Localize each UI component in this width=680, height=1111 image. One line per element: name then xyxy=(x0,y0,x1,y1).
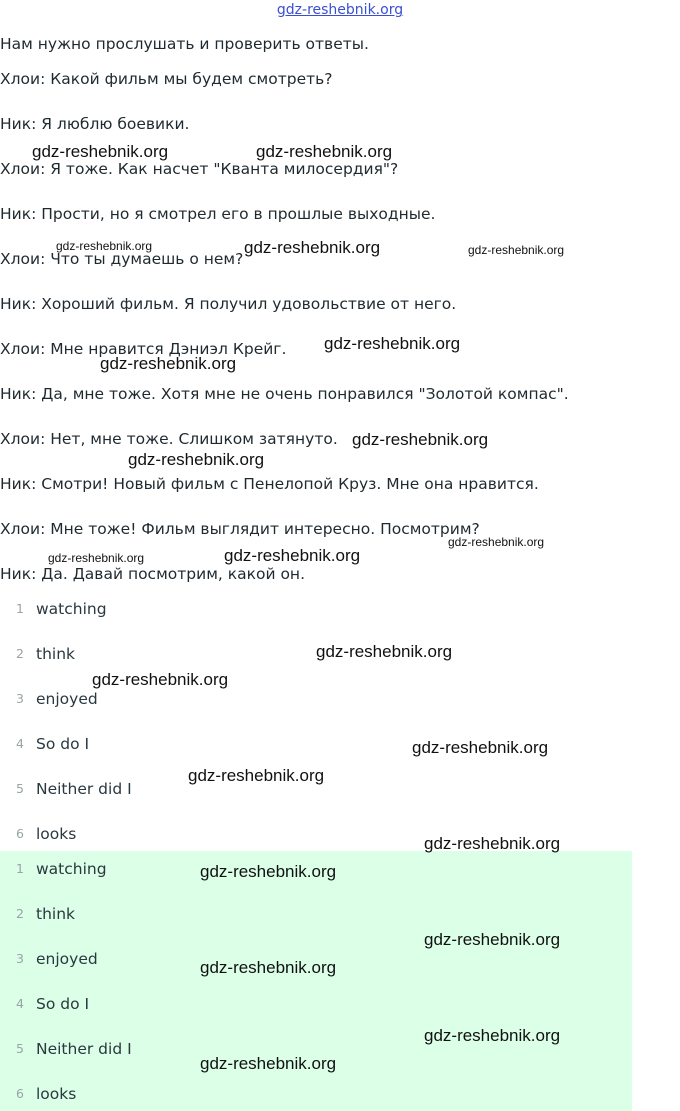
dialogue-line: Хлои: Мне нравится Дэниэл Крейг. xyxy=(0,340,287,358)
answer-number: 6 xyxy=(16,826,24,841)
watermark: gdz-reshebnik.org xyxy=(412,738,549,757)
answer-word: enjoyed xyxy=(36,690,98,708)
answer-number: 2 xyxy=(16,906,24,921)
watermark: gdz-reshebnik.org xyxy=(244,238,381,257)
answer-word: enjoyed xyxy=(36,950,98,968)
dialogue-line: Хлои: Какой фильм мы будем смотреть? xyxy=(0,70,333,88)
answer-word: think xyxy=(36,905,76,923)
answer-number: 1 xyxy=(16,861,24,876)
dialogue-line: Хлои: Нет, мне тоже. Слишком затянуто. xyxy=(0,430,338,448)
intro-text: Нам нужно прослушать и проверить ответы. xyxy=(0,35,369,53)
watermark: gdz-reshebnik.org xyxy=(448,535,545,549)
watermark: gdz-reshebnik.org xyxy=(424,1026,561,1045)
watermark: gdz-reshebnik.org xyxy=(256,142,393,161)
watermark: gdz-reshebnik.org xyxy=(100,354,237,373)
dialogue-line: Ник: Прости, но я смотрел его в прошлые выходные. xyxy=(0,205,436,223)
answer-number: 5 xyxy=(16,781,24,796)
watermark: gdz-reshebnik.org xyxy=(224,546,361,565)
dialogue-line: Хлои: Что ты думаешь о нем? xyxy=(0,250,244,268)
dialogue-line: Ник: Я люблю боевики. xyxy=(0,115,190,133)
answer-number: 1 xyxy=(16,601,24,616)
watermark: gdz-reshebnik.org xyxy=(128,450,265,469)
watermark: gdz-reshebnik.org xyxy=(48,551,145,565)
answer-word: Neither did I xyxy=(36,780,132,798)
watermark: gdz-reshebnik.org xyxy=(424,834,561,853)
watermark: gdz-reshebnik.org xyxy=(200,958,337,977)
answer-number: 3 xyxy=(16,691,24,706)
answer-number: 6 xyxy=(16,1086,24,1101)
dialogue-line: Хлои: Мне тоже! Фильм выглядит интересно. Посмотрим? xyxy=(0,520,480,538)
answer-word: So do I xyxy=(36,735,90,753)
answer-word: Neither did I xyxy=(36,1040,132,1058)
dialogue-line: Ник: Хороший фильм. Я получил удовольствие от него. xyxy=(0,295,457,313)
watermark: gdz-reshebnik.org xyxy=(324,334,461,353)
watermark: gdz-reshebnik.org xyxy=(200,862,337,881)
watermark: gdz-reshebnik.org xyxy=(352,430,489,449)
dialogue-line: Ник: Да. Давай посмотрим, какой он. xyxy=(0,565,305,583)
checked-answers-panel xyxy=(0,851,632,1111)
dialogue-line: Ник: Да, мне тоже. Хотя мне не очень понравился "Золотой компас". xyxy=(0,385,569,403)
watermark: gdz-reshebnik.org xyxy=(92,670,229,689)
answer-word: watching xyxy=(36,860,107,878)
answer-word: So do I xyxy=(36,995,90,1013)
answer-number: 3 xyxy=(16,951,24,966)
answer-number: 4 xyxy=(16,736,24,751)
answer-number: 4 xyxy=(16,996,24,1011)
answer-word: think xyxy=(36,645,76,663)
watermark: gdz-reshebnik.org xyxy=(32,142,169,161)
site-header-link[interactable]: gdz-reshebnik.org xyxy=(276,2,404,18)
dialogue-line: Ник: Смотри! Новый фильм с Пенелопой Круз. Мне она нравится. xyxy=(0,475,539,493)
answer-word: looks xyxy=(36,825,77,843)
answer-word: watching xyxy=(36,600,107,618)
dialogue-line: Хлои: Я тоже. Как насчет "Кванта милосердия"? xyxy=(0,160,399,178)
watermark: gdz-reshebnik.org xyxy=(56,239,153,253)
answer-word: looks xyxy=(36,1085,77,1103)
watermark: gdz-reshebnik.org xyxy=(200,1054,337,1073)
watermark: gdz-reshebnik.org xyxy=(468,243,565,257)
watermark: gdz-reshebnik.org xyxy=(188,766,325,785)
watermark: gdz-reshebnik.org xyxy=(424,930,561,949)
answer-number: 2 xyxy=(16,646,24,661)
watermark: gdz-reshebnik.org xyxy=(316,642,453,661)
answer-number: 5 xyxy=(16,1041,24,1056)
